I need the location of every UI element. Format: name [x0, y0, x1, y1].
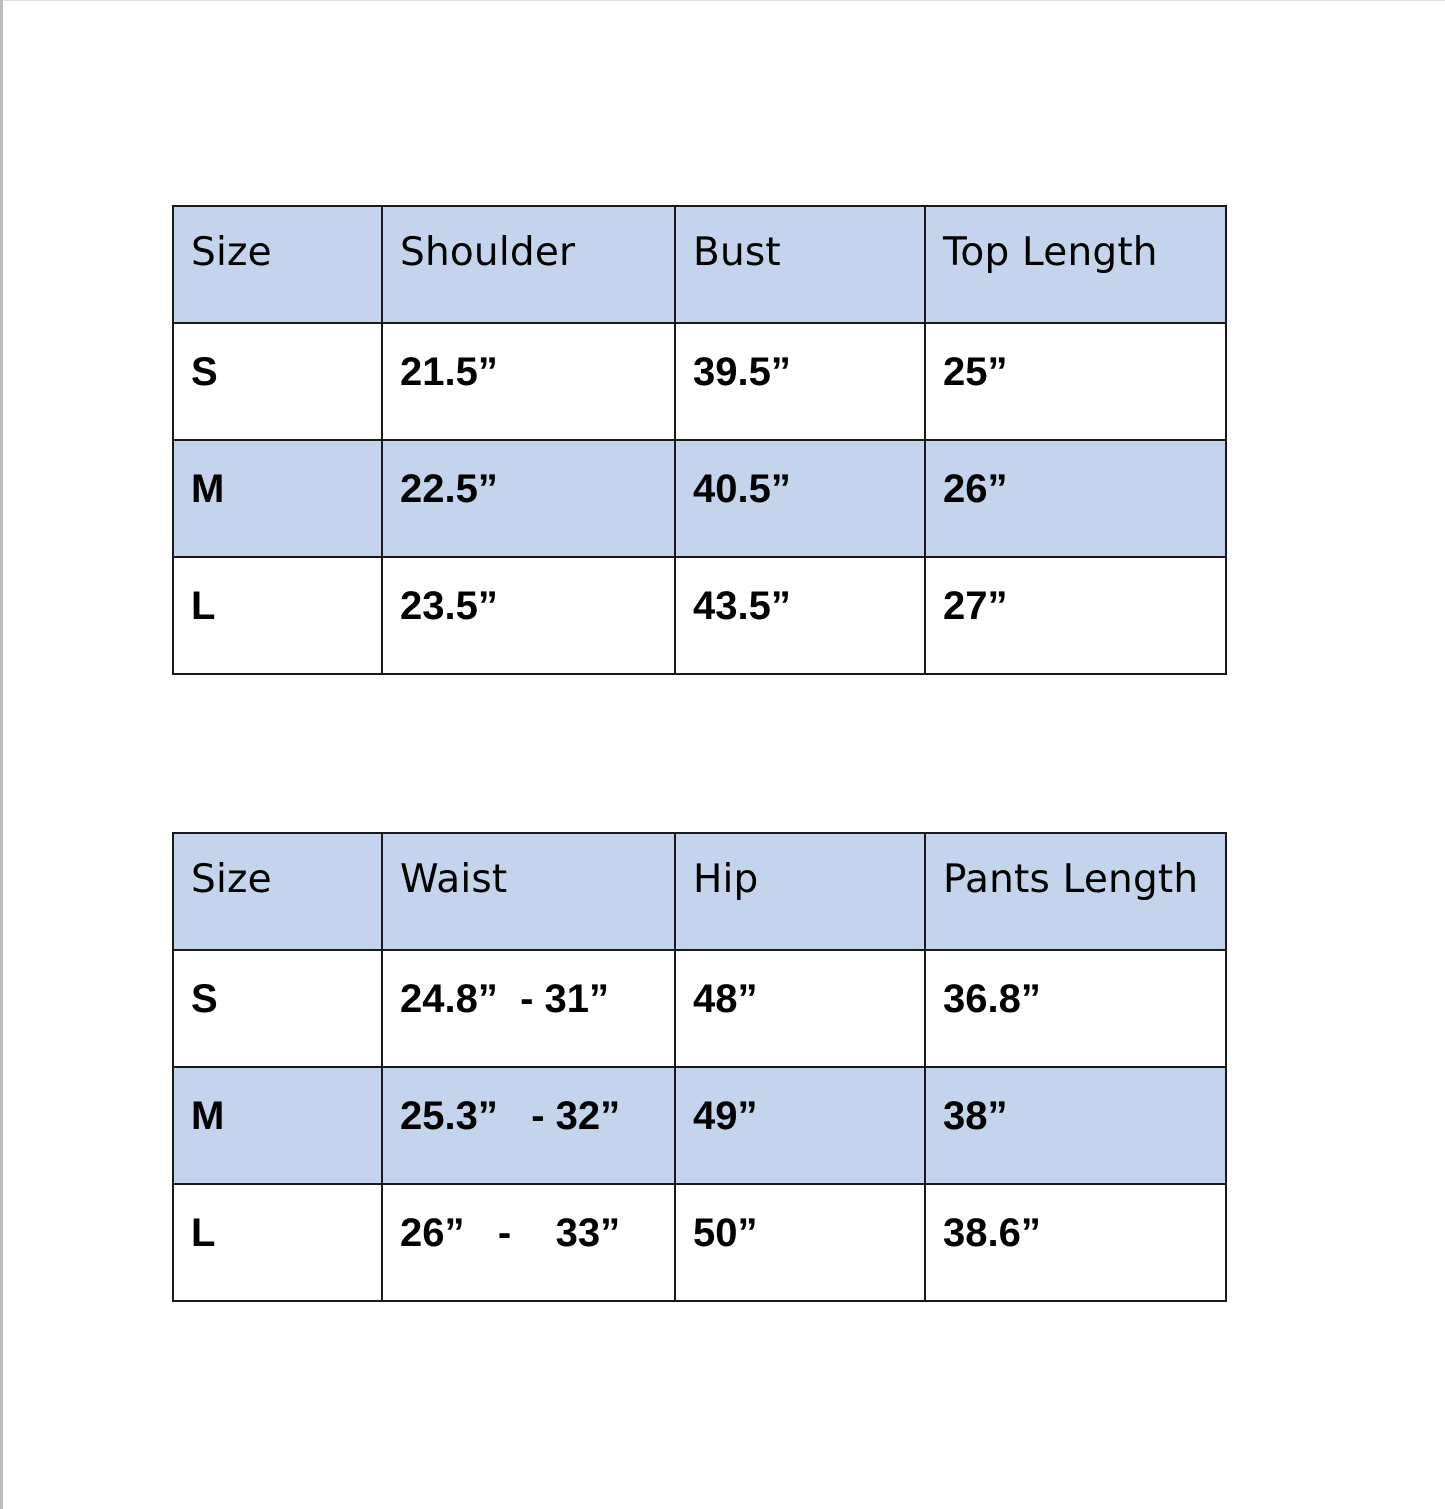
pants-header-waist: Waist — [382, 833, 675, 950]
tops-size-table — [172, 205, 1227, 675]
tops-header-size: Size — [173, 206, 382, 323]
tops-header-shoulder: Shoulder — [382, 206, 675, 323]
pants-header-row — [173, 833, 1226, 950]
tops-length-s: 25” — [925, 323, 1226, 440]
tops-shoulder-l: 23.5” — [382, 557, 675, 674]
table-row — [173, 557, 1226, 674]
table-row — [173, 950, 1226, 1067]
pants-size-s: S — [173, 950, 382, 1067]
pants-length-s: 36.8” — [925, 950, 1226, 1067]
page-left-edge — [0, 0, 3, 1509]
tops-shoulder-m: 22.5” — [382, 440, 675, 557]
table-row — [173, 323, 1226, 440]
tops-size-l: L — [173, 557, 382, 674]
pants-waist-s: 24.8” - 31” — [382, 950, 675, 1067]
pants-length-l: 38.6” — [925, 1184, 1226, 1301]
tops-header-bust: Bust — [675, 206, 925, 323]
pants-hip-l: 50” — [675, 1184, 925, 1301]
table-row — [173, 1067, 1226, 1184]
pants-header-size: Size — [173, 833, 382, 950]
tops-shoulder-s: 21.5” — [382, 323, 675, 440]
tops-length-l: 27” — [925, 557, 1226, 674]
pants-size-table — [172, 832, 1227, 1302]
tops-length-m: 26” — [925, 440, 1226, 557]
tops-bust-s: 39.5” — [675, 323, 925, 440]
tops-bust-m: 40.5” — [675, 440, 925, 557]
tops-size-s: S — [173, 323, 382, 440]
pants-header-hip: Hip — [675, 833, 925, 950]
tops-header-top-length: Top Length — [925, 206, 1226, 323]
pants-hip-m: 49” — [675, 1067, 925, 1184]
pants-waist-l: 26” - 33” — [382, 1184, 675, 1301]
tops-bust-l: 43.5” — [675, 557, 925, 674]
pants-length-m: 38” — [925, 1067, 1226, 1184]
tops-header-row — [173, 206, 1226, 323]
pants-hip-s: 48” — [675, 950, 925, 1067]
tops-size-m: M — [173, 440, 382, 557]
table-row — [173, 1184, 1226, 1301]
pants-header-pants-length: Pants Length — [925, 833, 1226, 950]
pants-waist-m: 25.3” - 32” — [382, 1067, 675, 1184]
page-top-edge — [0, 0, 1445, 1]
table-row — [173, 440, 1226, 557]
pants-size-m: M — [173, 1067, 382, 1184]
pants-size-l: L — [173, 1184, 382, 1301]
